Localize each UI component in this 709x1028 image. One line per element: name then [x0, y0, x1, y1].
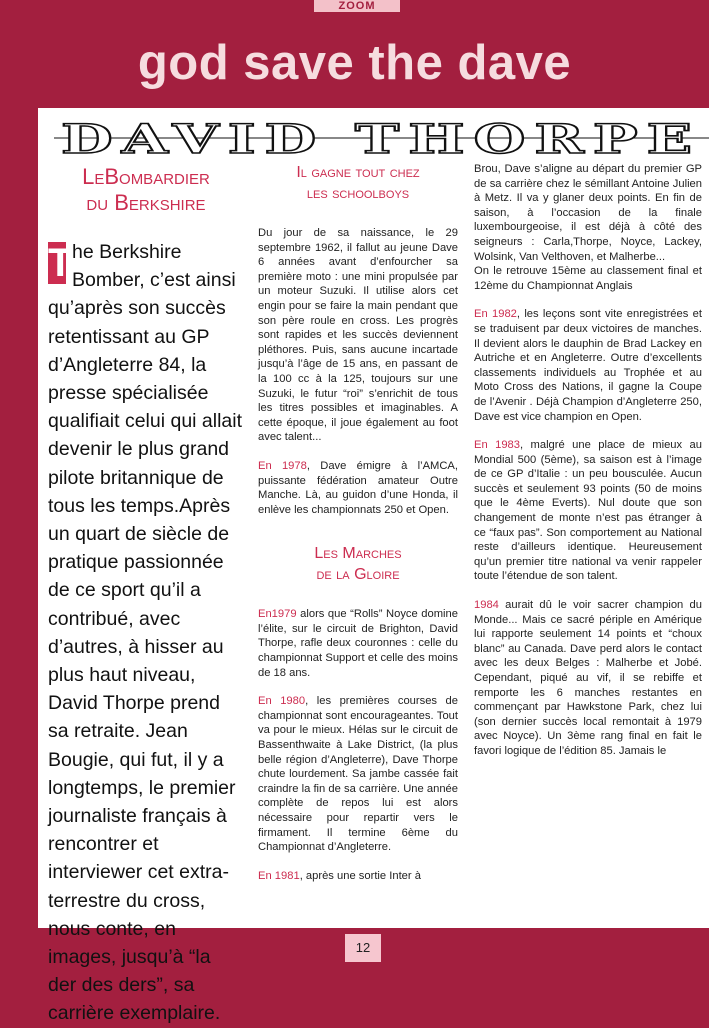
paragraph-text: , malgré une place de mieux au Mondial 500 (5ème), sa saison est à l’image de ce GP d’Italie : un peu bousculée. Aucun succès et seulement 93 points (50 de moins que le 4ème Everts). Nul doute que son changement de monte n’est pas étranger à ce “faux pas”. Son comportement au National reste d’ailleurs identique. Heureusement qu’un premier titre national va venir rappeler toute l’étendue de son talent.: [474, 439, 702, 583]
section-title-line: les schoolboys: [306, 185, 410, 202]
year-highlight: 1984: [474, 599, 499, 612]
section-title-line: LeBombardier: [82, 164, 210, 189]
article-page: [38, 108, 709, 1025]
headline: god save the dave: [137, 36, 572, 90]
paragraph: [474, 598, 702, 759]
year-highlight: En 1980: [258, 695, 306, 708]
year-highlight: En 1982: [474, 308, 517, 321]
paragraph-text: , les leçons sont vite enregistrées et se traduisent par deux victoires de manches. Il devient alors le dauphin de Brad Lackey en Autriche et en Angleterre. Outre d’excellents classements individuels au Trophée et au Moto Cross des Nations, il gagne la Coupe de l’Avenir . Déjà Champion d’Angleterre 250, Dave est vice champion en Open.: [474, 308, 702, 423]
page-number: 12: [345, 934, 381, 962]
section-title-bombardier: [48, 164, 244, 216]
paragraph-text: , les premières courses de championnat sont encourageantes. Tout va pour le mieux. Hélas sur le circuit de Bassenthwaite à Lake District, (la plus belle région d’Angleterre), Dave Thorpe chute lourdement. Sa jambe cassée fait craindre la fin de sa carrière. Une année complète de repos lui est alors nécessaire pour repartir vers le firmament. Il termine 6ème du Championnat d’Angleterre.: [258, 695, 458, 854]
year-highlight: En 1983: [474, 439, 520, 452]
column-1: [48, 162, 244, 1028]
section-title-line: Il gagne tout chez: [296, 164, 420, 181]
lead-paragraph: [48, 238, 244, 1028]
name-banner: [54, 116, 709, 163]
banner-text: DAVID THORPE: [61, 116, 701, 163]
paragraph: [258, 607, 458, 680]
column-2: [258, 162, 458, 897]
column-3: [474, 162, 702, 773]
section-title-line: de la Gloire: [316, 566, 400, 584]
section-title-schoolboys: [258, 162, 458, 204]
lead-text: he Berkshire Bomber, c’est ainsi qu’après son succès retentissant au GP d’Angleterre 84, la presse spécialisée qualifiait celui qui allait devenir le plus grand pilote britannique de tous les temps.Après un quart de siècle de pratique passionnée de ce sport qu’il a contribué, avec d’autres, à hisser au plus haut niveau, David Thorpe prend sa retraite. Jean Bougie, qui fut, il y a longtemps, le premier journaliste français à rencontrer et interviewer cet extra-terrestre du cross, nous conte, en images, jusqu’à “la der des ders”, sa carrière exemplaire.: [48, 241, 243, 1025]
paragraph: [474, 438, 702, 584]
paragraph: [474, 307, 702, 424]
section-title-line: du Berkshire: [86, 190, 206, 215]
paragraph-text: , après une sortie Inter à: [299, 869, 421, 882]
year-highlight: En 1981: [258, 869, 300, 882]
paragraph-text: aurait dû le voir sacrer champion du Monde... Mais ce sacré périple en Amérique lui rapporte seulement 14 points et “choux blanc” au Canada. Dave perd alors le contact avec les deux Belges : Malherbe et Jobé. Cependant, piqué au vif, il se rebiffe et remporte les 6 manches restantes en commençant par Hawkstone Park, chez lui (son dernier succès local remontait à 1979 avec Noyce). Un 3ème rang final en fait le favori logique de l’édition 85. Jamais le: [474, 599, 702, 757]
paragraph: Du jour de sa naissance, le 29 septembre 1962, il fallut au jeune Dave 6 années avant d’enfourcher sa première moto : une mini propulsée par un moteur Suzuki. Il utilise alors cet engin pour se faire la main pendant que son père roule en cross. Les progrès sont rapides et les succès deviennent pléthores. Puis, sans aucune incartade jusqu’à l’âge de 15 ans, en passant de la 100 cc à la 125, toujours sur une Suzuki, le futur “roi” s’enrichit de tous les titres possibles et imaginables. A cette époque, il joue également au foot avec talent...: [258, 227, 458, 444]
section-title-line: Les Marches: [314, 545, 402, 563]
drop-cap: T: [48, 241, 73, 285]
section-title-gloire: [258, 543, 458, 585]
paragraph: [258, 459, 458, 517]
paragraph-text: alors que “Rolls” Noyce domine l’élite, sur le circuit de Brighton, David Thorpe, rafle deux couronnes : celle du championnat Support et celle des moins de 18 ans.: [258, 608, 458, 679]
section-tab: ZOOM: [314, 0, 400, 12]
paragraph: [258, 869, 458, 884]
paragraph-text: , Dave émigre à l’AMCA, puissante fédération amateur Outre Manche. Là, au guidon d’une Honda, il enlève les championnats 250 et Open.: [258, 459, 458, 516]
year-highlight: En 1978: [258, 459, 307, 472]
paragraph: [258, 694, 458, 855]
year-highlight: En1979: [258, 608, 297, 621]
name-banner-art: [54, 116, 709, 163]
paragraph: Brou, Dave s’aligne au départ du premier GP de sa carrière chez le sémillant Antoine Julien à Metz. Il va y glaner deux points. En fin de saison, à l’occasion de la finale luxembourgeoise, il est déjà à côté des seigneurs : Carla,Thorpe, Noyce, Lackey, Wolsink, Van Velthoven, et Malherbe... On le retrouve 15ème au classement final et 12ème du Championnat Anglais: [474, 163, 702, 292]
